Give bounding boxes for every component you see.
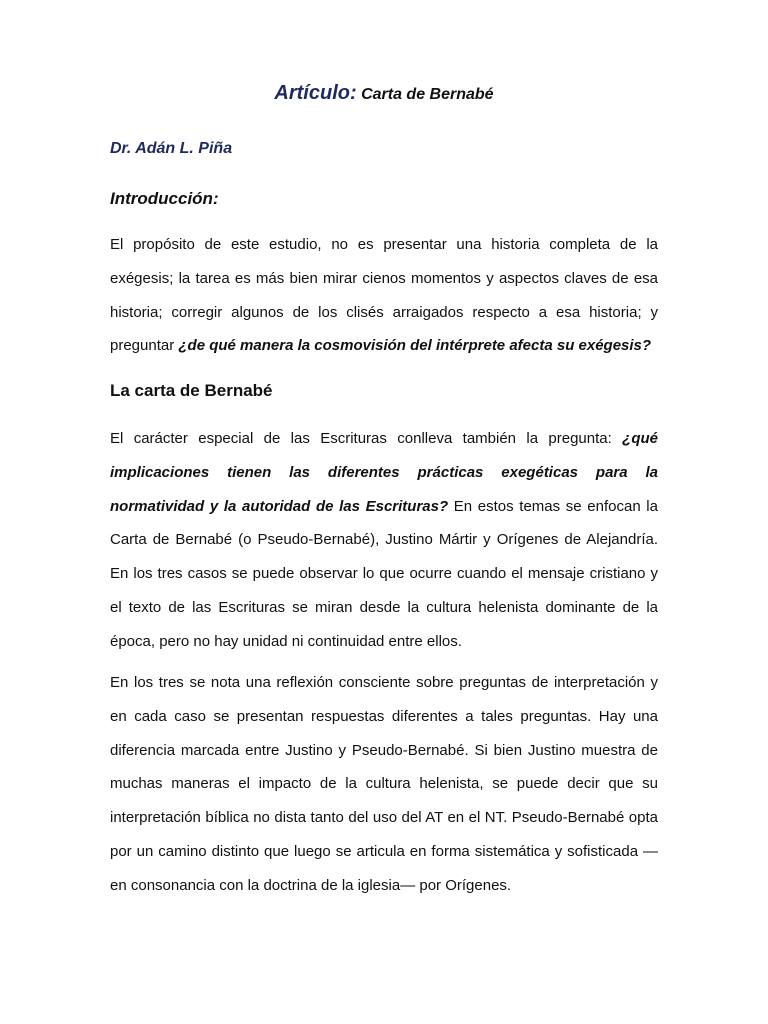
- author-name: Dr. Adán L. Piña: [110, 140, 233, 157]
- introduction-text: El propósito de este estudio, no es presentar una historia completa de la exégesis; la tarea es más bien mirar cienos momentos y aspectos claves de esa historia; corregir algunos de los clisés arraigados respecto a esa historia; y preguntar: [110, 236, 658, 355]
- introduction-question: ¿de qué manera la cosmovisión del intérprete afecta su exégesis?: [178, 337, 652, 355]
- section-paragraph-2: En los tres se nota una reflexión consciente sobre preguntas de interpretación y en cada caso se presentan respuestas diferentes a tales preguntas. Hay una diferencia marcada entre Justino y Pseudo-Bernabé. Si bien Justino muestra de muchas maneras el impacto de la cultura helenista, se puede decir que su interpretación bíblica no dista tanto del uso del AT en el NT. Pseudo-Bernabé opta por un camino distinto que luego se articula en forma sistemática y sofisticada —en consonancia con la doctrina de la iglesia— por Orígenes.: [110, 674, 658, 894]
- article-title-text: Carta de Bernabé: [361, 86, 494, 103]
- introduction-heading: Introducción:: [110, 189, 219, 208]
- article-title-lead: Artículo:: [274, 82, 357, 104]
- paragraph-2-text-before: El carácter especial de las Escrituras conlleva también la pregunta:: [110, 430, 623, 447]
- paragraph-2-text-after: En estos temas se enfocan la Carta de Bernabé (o Pseudo-Bernabé), Justino Mártir y Orígenes de Alejandría. En los tres casos se puede observar lo que ocurre cuando el mensaje cristiano y el texto de las Escrituras se miran desde la cultura helenista dominante de la época, pero no hay unidad ni continuidad entre ellos.: [110, 497, 658, 650]
- paragraph-2-question: ¿qué implicaciones tienen las diferentes prácticas exegéticas para la normatividad y la autoridad de las Escrituras?: [110, 430, 658, 515]
- article-title: [110, 82, 658, 105]
- section-heading: La carta de Bernabé: [110, 381, 273, 400]
- section-paragraph-1: [110, 422, 658, 659]
- introduction-paragraph: [110, 228, 658, 363]
